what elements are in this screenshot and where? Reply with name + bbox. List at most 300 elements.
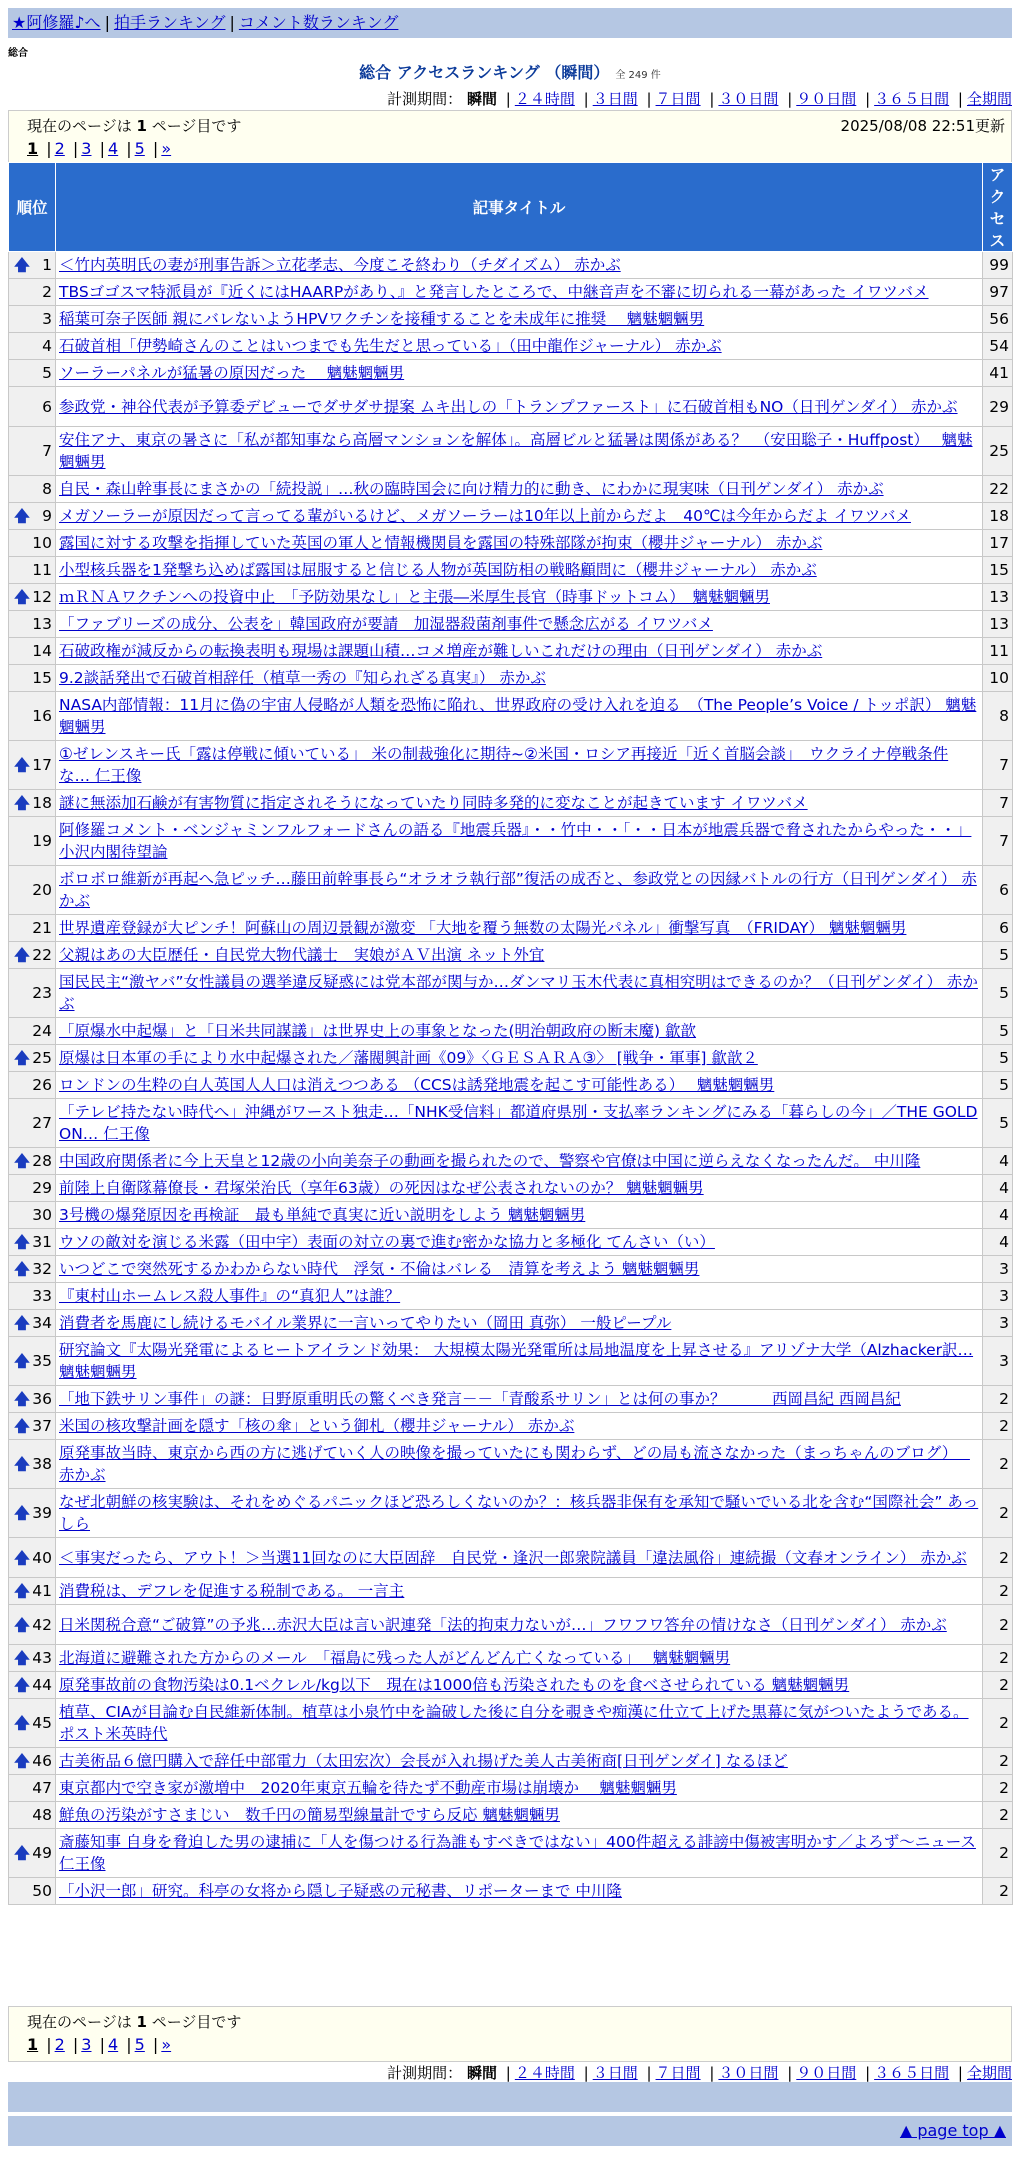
access-count: 5 bbox=[983, 942, 1013, 969]
access-count: 8 bbox=[983, 692, 1013, 741]
rank-number: 48 bbox=[32, 1806, 52, 1824]
rank-cell bbox=[9, 584, 56, 611]
title-cell bbox=[56, 333, 983, 360]
table-row bbox=[9, 1045, 1013, 1072]
up-arrow-icon: 🡅 bbox=[14, 256, 30, 274]
rank-number: 10 bbox=[32, 534, 52, 552]
access-count: 56 bbox=[983, 306, 1013, 333]
title-cell bbox=[56, 1748, 983, 1775]
article-title-link[interactable]: 安住アナ、東京の暑さに「私が都知事なら高層マンションを解体」。高層ビルと猛暑は関係がある？ （安田聡子・Huffpost） 魑魅魍魎男 bbox=[59, 431, 973, 471]
up-arrow-icon: 🡅 bbox=[14, 507, 30, 525]
table-row bbox=[9, 306, 1013, 333]
table-row bbox=[9, 1489, 1013, 1538]
table-row bbox=[9, 252, 1013, 279]
article-title-link[interactable]: 米国の核攻撃計画を隠す「核の傘」という御札（櫻井ジャーナル） 赤かぶ bbox=[59, 1417, 575, 1435]
access-count: 99 bbox=[983, 252, 1013, 279]
period-30d-link[interactable]: ３０日間 bbox=[718, 90, 779, 108]
table-row bbox=[9, 665, 1013, 692]
table-row bbox=[9, 1072, 1013, 1099]
access-count: 2 bbox=[983, 1878, 1013, 1905]
access-count: 2 bbox=[983, 1802, 1013, 1829]
total-count: 全 249 件 bbox=[615, 70, 661, 81]
period-30d-link[interactable]: ３０日間 bbox=[718, 2064, 779, 2082]
rank-number: 11 bbox=[32, 561, 52, 579]
rank-number: 29 bbox=[32, 1179, 52, 1197]
title-cell bbox=[56, 1202, 983, 1229]
article-title-link[interactable]: 石破首相「伊勢崎さんのことはいつまでも先生だと思っている」（田中龍作ジャーナル） 赤かぶ bbox=[59, 337, 722, 355]
title-cell bbox=[56, 942, 983, 969]
up-arrow-icon: 🡅 bbox=[14, 1049, 30, 1067]
period-current: 瞬間 bbox=[466, 90, 497, 108]
up-arrow-icon: 🡅 bbox=[14, 1233, 30, 1251]
article-title-link[interactable]: 中国政府関係者に今上天皇と12歳の小向美奈子の動画を撮られたので、警察や官僚は中国に逆らえなくなったんだ。 中川隆 bbox=[59, 1152, 921, 1170]
access-count: 7 bbox=[983, 741, 1013, 790]
access-count: 2 bbox=[983, 1386, 1013, 1413]
rank-cell bbox=[9, 1748, 56, 1775]
article-title-link[interactable]: 古美術品６億円購入で辞任中部電力（太田宏次）会長が入れ揚げた美人古美術商[日刊ゲンダイ] なるほど bbox=[59, 1752, 788, 1770]
up-arrow-icon: 🡅 bbox=[14, 1352, 30, 1370]
rank-number: 19 bbox=[32, 832, 52, 850]
title-cell bbox=[56, 1672, 983, 1699]
next-page-link[interactable]: » bbox=[161, 139, 172, 158]
article-title-link[interactable]: 鮮魚の汚染がすさまじい 数千円の簡易型線量計ですら反応 魑魅魍魎男 bbox=[59, 1806, 560, 1824]
article-title-link[interactable]: 自民・森山幹事長にまさかの「続投説」…秋の臨時国会に向け精力的に動き、にわかに現実味（日刊ゲンダイ） 赤かぶ bbox=[59, 480, 884, 498]
article-title-link[interactable]: 父親はあの大臣歴任・自民党大物代議士 実娘がＡＶ出演 ネット外宜 bbox=[59, 946, 545, 964]
period-all-link[interactable]: 全期間 bbox=[966, 2064, 1012, 2082]
period-24h-link[interactable]: ２４時間 bbox=[514, 90, 575, 108]
access-count: 4 bbox=[983, 1229, 1013, 1256]
period-all-link[interactable]: 全期間 bbox=[966, 90, 1012, 108]
rank-cell bbox=[9, 1538, 56, 1578]
article-title-link[interactable]: 「小沢一郎」研究。科亭の女将から隠し子疑惑の元秘書、リポーターまで 中川隆 bbox=[59, 1882, 622, 1900]
table-row bbox=[9, 1605, 1013, 1645]
article-title-link[interactable]: 参政党・神谷代表が予算委デビューでダサダサ提案 ムキ出しの「トランプファースト」に石破首相もNO（日刊ゲンダイ） 赤かぶ bbox=[59, 397, 958, 416]
rank-cell bbox=[9, 333, 56, 360]
table-row bbox=[9, 1578, 1013, 1605]
rank-number: 18 bbox=[32, 794, 52, 812]
page-links: 1 | 2 | 3 | 4 | 5 | » bbox=[27, 2035, 172, 2054]
article-title-link[interactable]: 植草、CIAが目論む自民維新体制。植草は小泉竹中を論破した後に自分を覗きや痴漢に仕立て上げた黒幕に気がついたようである。 ポスト米英時代 bbox=[59, 1703, 969, 1743]
access-count: 3 bbox=[983, 1310, 1013, 1337]
access-count: 2 bbox=[983, 1748, 1013, 1775]
rank-cell bbox=[9, 427, 56, 476]
article-title-link[interactable]: 阿修羅コメント・ベンジャミンフルフォードさんの語る『地震兵器』・・竹中・・「・・日本が地震兵器で脅されたからやった・・」 小沢内閣待望論 bbox=[59, 821, 972, 861]
table-row bbox=[9, 1283, 1013, 1310]
article-title-link[interactable]: 「原爆水中起爆」と「日米共同謀議」は世界史上の事象となった(明治朝政府の断末魔) 歙歆 bbox=[59, 1022, 697, 1040]
rank-cell bbox=[9, 1386, 56, 1413]
access-count: 18 bbox=[983, 503, 1013, 530]
title-cell bbox=[56, 1310, 983, 1337]
page-2-link[interactable]: 2 bbox=[54, 139, 65, 158]
title-cell bbox=[56, 1829, 983, 1878]
access-count: 97 bbox=[983, 279, 1013, 306]
rank-number: 49 bbox=[32, 1844, 52, 1862]
article-title-link[interactable]: 「テレビ持たない時代へ」沖縄がワースト独走…「NHK受信料」都道府県別・支払率ランキングにみる「暮らしの今」／THE GOLD ON… 仁王像 bbox=[59, 1103, 978, 1143]
title-cell bbox=[56, 1775, 983, 1802]
access-count: 22 bbox=[983, 476, 1013, 503]
table-row bbox=[9, 1018, 1013, 1045]
table-row bbox=[9, 817, 1013, 866]
period-3d-link[interactable]: ３日間 bbox=[592, 90, 638, 108]
top-nav bbox=[8, 8, 1012, 38]
rank-cell bbox=[9, 252, 56, 279]
rank-cell bbox=[9, 1645, 56, 1672]
rank-cell bbox=[9, 557, 56, 584]
title-cell bbox=[56, 790, 983, 817]
article-title-link[interactable]: 前陸上自衛隊幕僚長・君塚栄治氏（享年63歳）の死因はなぜ公表されないのか？ 魑魅魍魎男 bbox=[59, 1179, 704, 1197]
title-cell bbox=[56, 817, 983, 866]
title-cell bbox=[56, 387, 983, 427]
rank-number: 33 bbox=[32, 1287, 52, 1305]
table-row bbox=[9, 1175, 1013, 1202]
up-arrow-icon: 🡅 bbox=[14, 1504, 30, 1522]
article-title-link[interactable]: 3号機の爆発原因を再検証 最も単純で真実に近い説明をしよう 魑魅魍魎男 bbox=[59, 1206, 586, 1224]
access-count: 2 bbox=[983, 1413, 1013, 1440]
table-row bbox=[9, 969, 1013, 1018]
title-cell bbox=[56, 1605, 983, 1645]
rank-number: 24 bbox=[32, 1022, 52, 1040]
title-cell bbox=[56, 665, 983, 692]
title-cell bbox=[56, 530, 983, 557]
rank-number: 32 bbox=[32, 1260, 52, 1278]
table-row bbox=[9, 1099, 1013, 1148]
table-row bbox=[9, 333, 1013, 360]
applause-ranking-link[interactable]: 拍手ランキング bbox=[113, 13, 226, 32]
table-row bbox=[9, 866, 1013, 915]
rank-number: 34 bbox=[32, 1314, 52, 1332]
rank-number: 13 bbox=[32, 615, 52, 633]
rank-cell bbox=[9, 1775, 56, 1802]
rank-cell bbox=[9, 1283, 56, 1310]
rank-cell bbox=[9, 387, 56, 427]
table-header-row bbox=[9, 163, 1013, 252]
access-count: 3 bbox=[983, 1283, 1013, 1310]
access-count: 4 bbox=[983, 1148, 1013, 1175]
title-cell bbox=[56, 1489, 983, 1538]
rank-number: 15 bbox=[32, 669, 52, 687]
access-count: 15 bbox=[983, 557, 1013, 584]
rank-number: 40 bbox=[32, 1548, 52, 1567]
table-row bbox=[9, 1802, 1013, 1829]
period-label: 計測期間： bbox=[387, 2064, 463, 2082]
rank-cell bbox=[9, 1045, 56, 1072]
rank-cell bbox=[9, 1229, 56, 1256]
period-365d-link[interactable]: ３６５日間 bbox=[874, 2064, 950, 2082]
rank-number: 25 bbox=[32, 1049, 52, 1067]
title-cell bbox=[56, 476, 983, 503]
table-row bbox=[9, 1775, 1013, 1802]
title-cell bbox=[56, 611, 983, 638]
rank-cell bbox=[9, 1413, 56, 1440]
page-title bbox=[0, 60, 1020, 83]
rank-number: 36 bbox=[32, 1390, 52, 1408]
rank-cell bbox=[9, 1605, 56, 1645]
access-count: 7 bbox=[983, 790, 1013, 817]
article-title-link[interactable]: TBSゴゴスマ特派員が『近くにはHAARPがあり、』と発言したところで、中継音声を不審に切られる一幕があった イワツバメ bbox=[59, 283, 929, 301]
article-title-link[interactable]: ウソの敵対を演じる米露（田中宇）表面の対立の裏で進む密かな協力と多極化 てんさい（い） bbox=[59, 1233, 715, 1251]
article-title-link[interactable]: 消費者を馬鹿にし続けるモバイル業界に一言いってやりたい（岡田 真弥） 一般ピープル bbox=[59, 1314, 672, 1332]
table-row bbox=[9, 1672, 1013, 1699]
rank-cell bbox=[9, 1018, 56, 1045]
pager-bottom bbox=[8, 2006, 1012, 2062]
page-2-link[interactable]: 2 bbox=[54, 2035, 65, 2054]
rank-cell bbox=[9, 866, 56, 915]
rank-number: 46 bbox=[32, 1752, 52, 1770]
title-cell bbox=[56, 741, 983, 790]
up-arrow-icon: 🡅 bbox=[14, 1455, 30, 1473]
page-4-link[interactable]: 4 bbox=[107, 139, 119, 158]
table-row bbox=[9, 1645, 1013, 1672]
title-cell bbox=[56, 1802, 983, 1829]
title-cell bbox=[56, 1386, 983, 1413]
access-count: 2 bbox=[983, 1645, 1013, 1672]
article-title-link[interactable]: なぜ北朝鮮の核実験は、それをめぐるパニックほど恐ろしくないのか？：核兵器非保有を承知で騒いでいる北を含む“国際社会” あっしら bbox=[59, 1493, 979, 1533]
title-header: 記事タイトル bbox=[56, 163, 983, 252]
rank-cell bbox=[9, 942, 56, 969]
title-cell bbox=[56, 306, 983, 333]
article-title-link[interactable]: 原発事故前の食物汚染は0.1ベクレル/kg以下 現在は1000倍も汚染されたものを食べさせられている 魑魅魍魎男 bbox=[59, 1676, 850, 1694]
access-count: 2 bbox=[983, 1699, 1013, 1748]
period-90d-link[interactable]: ９０日間 bbox=[796, 2064, 857, 2082]
article-title-link[interactable]: 9.2談話発出で石破首相辞任（植草一秀の『知られざる真実』） 赤かぶ bbox=[59, 669, 546, 687]
up-arrow-icon: 🡅 bbox=[14, 794, 30, 812]
rank-cell bbox=[9, 1829, 56, 1878]
rank-number: 42 bbox=[32, 1615, 52, 1634]
up-arrow-icon: 🡅 bbox=[14, 1152, 30, 1170]
article-title-link[interactable]: 石破政権が減反からの転換表明も現場は課題山積…コメ増産が難しいこれだけの理由（日刊ゲンダイ） 赤かぶ bbox=[59, 642, 823, 660]
article-title-link[interactable]: 消費税は、デフレを促進する税制である。 一言主 bbox=[59, 1582, 405, 1600]
rank-cell bbox=[9, 1337, 56, 1386]
up-arrow-icon: 🡅 bbox=[14, 1314, 30, 1332]
table-row bbox=[9, 1748, 1013, 1775]
current-page: 1 bbox=[27, 2035, 39, 2054]
period-24h-link[interactable]: ２４時間 bbox=[514, 2064, 575, 2082]
access-count: 3 bbox=[983, 1337, 1013, 1386]
rank-cell bbox=[9, 692, 56, 741]
article-title-link[interactable]: 原爆は日本軍の手により水中起爆された／藩閥興計画《09》〈ＧＥＳＡＲＡ③〉 [戦争・軍事] 歙歆２ bbox=[59, 1049, 758, 1067]
table-row bbox=[9, 1829, 1013, 1878]
comment-ranking-link[interactable]: コメント数ランキング bbox=[238, 13, 399, 32]
title-cell bbox=[56, 360, 983, 387]
rank-cell bbox=[9, 638, 56, 665]
access-count: 5 bbox=[983, 1072, 1013, 1099]
table-row bbox=[9, 790, 1013, 817]
access-count: 5 bbox=[983, 1045, 1013, 1072]
table-row bbox=[9, 1538, 1013, 1578]
access-count: 13 bbox=[983, 611, 1013, 638]
article-title-link[interactable]: 研究論文『太陽光発電によるヒートアイランド効果： 大規模太陽光発電所は局地温度を上昇させる』アリゾナ大学（Alzhacker訳… 魑魅魍魎男 bbox=[59, 1341, 974, 1381]
article-title-link[interactable]: 小型核兵器を1発撃ち込めば露国は屈服すると信じる人物が英国防相の戦略顧問に（櫻井ジャーナル） 赤かぶ bbox=[59, 561, 817, 579]
access-count: 4 bbox=[983, 1175, 1013, 1202]
table-row bbox=[9, 1310, 1013, 1337]
rank-number: 23 bbox=[32, 984, 52, 1002]
page-3-link[interactable]: 3 bbox=[81, 2035, 92, 2054]
rank-number: 44 bbox=[32, 1676, 52, 1694]
page-3-link[interactable]: 3 bbox=[81, 139, 92, 158]
title-cell bbox=[56, 1337, 983, 1386]
page-info-prefix: 現在のページは bbox=[27, 2013, 132, 2031]
rank-number: 45 bbox=[32, 1714, 52, 1732]
up-arrow-icon: 🡅 bbox=[14, 1752, 30, 1770]
rank-cell bbox=[9, 503, 56, 530]
up-arrow-icon: 🡅 bbox=[14, 1844, 30, 1862]
page-5-link[interactable]: 5 bbox=[134, 139, 145, 158]
up-arrow-icon: 🡅 bbox=[14, 946, 30, 964]
period-7d-link[interactable]: ７日間 bbox=[655, 2064, 701, 2082]
access-count: 7 bbox=[983, 817, 1013, 866]
rank-number: 7 bbox=[42, 442, 52, 460]
title-cell bbox=[56, 692, 983, 741]
period-3d-link[interactable]: ３日間 bbox=[592, 2064, 638, 2082]
access-count: 17 bbox=[983, 530, 1013, 557]
rank-number: 39 bbox=[32, 1504, 52, 1522]
article-title-link[interactable]: ロンドンの生粋の白人英国人人口は消えつつある （CCSは誘発地震を起こす可能性ある） 魑魅魍魎男 bbox=[59, 1076, 775, 1094]
title-cell bbox=[56, 1413, 983, 1440]
rank-number: 50 bbox=[32, 1882, 52, 1900]
table-row bbox=[9, 692, 1013, 741]
access-count: 29 bbox=[983, 387, 1013, 427]
article-title-link[interactable]: 露国に対する攻撃を指揮していた英国の軍人と情報機関員を露国の特殊部隊が拘束（櫻井ジャーナル） 赤かぶ bbox=[59, 534, 823, 552]
updated-timestamp: 2025/08/08 22:51更新 bbox=[840, 117, 1005, 135]
page-info-number: 1 bbox=[136, 2013, 147, 2031]
rank-number: 27 bbox=[32, 1114, 52, 1132]
rank-cell bbox=[9, 1578, 56, 1605]
title-cell bbox=[56, 584, 983, 611]
article-title-link[interactable]: NASA内部情報：11月に偽の宇宙人侵略が人類を恐怖に陥れ、世界政府の受け入れを迫る （The People’s Voice / トッポ訳） 魑魅魍魎男 bbox=[59, 696, 977, 736]
page-4-link[interactable]: 4 bbox=[107, 2035, 119, 2054]
access-count: 6 bbox=[983, 915, 1013, 942]
footer-bar bbox=[8, 2082, 1012, 2112]
rank-cell bbox=[9, 969, 56, 1018]
table-row bbox=[9, 942, 1013, 969]
period-90d-link[interactable]: ９０日間 bbox=[796, 90, 857, 108]
rank-number: 14 bbox=[32, 642, 52, 660]
rank-cell bbox=[9, 915, 56, 942]
current-page: 1 bbox=[27, 139, 39, 158]
up-arrow-icon: 🡅 bbox=[14, 1714, 30, 1732]
article-title-link[interactable]: 斎藤知事 自身を脅迫した男の逮捕に「人を傷つける行為誰もすべきではない」400件超える誹謗中傷被害明かす／よろず～ニュース 仁王像 bbox=[59, 1833, 976, 1873]
article-title-link[interactable]: 世界遺産登録が大ピンチ！阿蘇山の周辺景観が激変 「大地を覆う無数の太陽光パネル」衝撃写真 （FRIDAY） 魑魅魍魎男 bbox=[59, 919, 907, 937]
rank-number: 5 bbox=[42, 364, 52, 382]
article-title-link[interactable]: ボロボロ維新が再起へ急ピッチ…藤田前幹事長ら“オラオラ執行部”復活の成否と、参政党との因縁バトルの行方（日刊ゲンダイ） 赤かぶ bbox=[59, 870, 977, 910]
ranking-title: 総合 アクセスランキング （瞬間） bbox=[359, 63, 610, 82]
rank-number: 6 bbox=[42, 397, 52, 416]
article-title-link[interactable]: ＜事実だったら、アウト！＞当選11回なのに大臣固辞 自民党・逢沢一郎衆院議員「違法風俗」連続撮（文春オンライン） 赤かぶ bbox=[59, 1548, 967, 1567]
rank-number: 9 bbox=[42, 507, 52, 525]
rank-number: 30 bbox=[32, 1206, 52, 1224]
table-row bbox=[9, 279, 1013, 306]
article-title-link[interactable]: 稲葉可奈子医師 親にバレないようHPVワクチンを接種することを未成年に推奨 魑魅魍魎男 bbox=[59, 310, 705, 328]
page-links: 1 | 2 | 3 | 4 | 5 | » bbox=[27, 139, 172, 158]
access-count: 6 bbox=[983, 866, 1013, 915]
access-count: 3 bbox=[983, 1256, 1013, 1283]
up-arrow-icon: 🡅 bbox=[14, 1582, 30, 1600]
title-cell bbox=[56, 1645, 983, 1672]
article-title-link[interactable]: 原発事故当時、東京から西の方に逃げていく人の映像を撮っていたにも関わらず、どの局も流さなかった（まっちゃんのブログ） 赤かぶ bbox=[59, 1444, 970, 1484]
rank-cell bbox=[9, 1802, 56, 1829]
article-title-link[interactable]: メガソーラーが原因だって言ってる輩がいるけど、メガソーラーは10年以上前からだよ 40℃は今年からだよ イワツバメ bbox=[59, 507, 911, 525]
title-cell bbox=[56, 969, 983, 1018]
table-row bbox=[9, 387, 1013, 427]
page-info-suffix: ページ目です bbox=[151, 2013, 242, 2031]
rank-number: 28 bbox=[32, 1152, 52, 1170]
rank-cell bbox=[9, 1699, 56, 1748]
pager-top bbox=[8, 110, 1012, 166]
article-title-link[interactable]: 「地下鉄サリン事件」の謎：日野原重明氏の驚くべき発言－－「青酸系サリン」とは何の事か？ 西岡昌紀 西岡昌紀 bbox=[59, 1390, 901, 1408]
table-row bbox=[9, 530, 1013, 557]
rank-cell bbox=[9, 1256, 56, 1283]
access-count: 2 bbox=[983, 1440, 1013, 1489]
table-row bbox=[9, 1256, 1013, 1283]
title-cell bbox=[56, 1229, 983, 1256]
ranking-rows bbox=[9, 252, 1013, 1905]
article-title-link[interactable]: 『東村山ホームレス殺人事件』の“真犯人”は誰？ bbox=[59, 1287, 401, 1305]
page-top-link[interactable]: ▲ page top ▲ bbox=[899, 2121, 1006, 2140]
period-365d-link[interactable]: ３６５日間 bbox=[874, 90, 950, 108]
up-arrow-icon: 🡅 bbox=[14, 1615, 30, 1634]
home-link[interactable]: ★阿修羅♪へ bbox=[12, 13, 101, 32]
table-row bbox=[9, 1699, 1013, 1748]
article-title-link[interactable]: 日米関税合意“ご破算”の予兆…赤沢大臣は言い訳連発「法的拘束力ないが…」フワフワ答弁の情けなさ（日刊ゲンダイ） 赤かぶ bbox=[59, 1615, 947, 1634]
access-count: 10 bbox=[983, 665, 1013, 692]
article-title-link[interactable]: ソーラーパネルが猛暑の原因だった 魑魅魍魎男 bbox=[59, 364, 405, 382]
access-count: 5 bbox=[983, 1018, 1013, 1045]
article-title-link[interactable]: 「ファブリーズの成分、公表を」韓国政府が要請 加湿器殺菌剤事件で懸念広がる イワツバメ bbox=[59, 615, 713, 633]
article-title-link[interactable]: 北海道に避難された方からのメール 「福島に残った人がどんどん亡くなっている」 魑魅魍魎男 bbox=[59, 1649, 731, 1667]
rank-cell bbox=[9, 476, 56, 503]
table-row bbox=[9, 1202, 1013, 1229]
page-info-prefix: 現在のページは bbox=[27, 117, 132, 135]
rank-number: 26 bbox=[32, 1076, 52, 1094]
rank-number: 12 bbox=[32, 588, 52, 606]
period-7d-link[interactable]: ７日間 bbox=[655, 90, 701, 108]
table-row bbox=[9, 915, 1013, 942]
rank-cell bbox=[9, 1440, 56, 1489]
nav-separator: | bbox=[229, 13, 235, 32]
article-title-link[interactable]: いつどこで突然死するかわからない時代 浮気・不倫はバレる 清算を考えよう 魑魅魍魎男 bbox=[59, 1260, 700, 1278]
article-title-link[interactable]: 謎に無添加石鹸が有害物質に指定されそうになっていたり同時多発的に変なことが起きています イワツバメ bbox=[59, 794, 808, 812]
access-count: 2 bbox=[983, 1538, 1013, 1578]
title-cell bbox=[56, 1256, 983, 1283]
up-arrow-icon: 🡅 bbox=[14, 1676, 30, 1694]
rank-number: 17 bbox=[32, 756, 52, 774]
rank-cell bbox=[9, 611, 56, 638]
title-cell bbox=[56, 1072, 983, 1099]
table-row bbox=[9, 427, 1013, 476]
page-5-link[interactable]: 5 bbox=[134, 2035, 145, 2054]
article-title-link[interactable]: ＜竹内英明氏の妻が刑事告訴＞立花孝志、今度こそ終わり（チダイズム） 赤かぶ bbox=[59, 256, 621, 274]
rank-number: 38 bbox=[32, 1455, 52, 1473]
rank-cell bbox=[9, 817, 56, 866]
next-page-link[interactable]: » bbox=[161, 2035, 172, 2054]
article-title-link[interactable]: ①ゼレンスキー氏「露は停戦に傾いている」 米の制裁強化に期待~②米国・ロシア再接近「近く首脳会談」 ウクライナ停戦条件な… 仁王像 bbox=[59, 745, 949, 785]
rank-number: 37 bbox=[32, 1417, 52, 1435]
access-count: 2 bbox=[983, 1829, 1013, 1878]
rank-number: 41 bbox=[32, 1582, 52, 1600]
table-row bbox=[9, 1229, 1013, 1256]
article-title-link[interactable]: 国民民主“激ヤバ”女性議員の選挙違反疑惑には党本部が関与か…ダンマリ玉木代表に真相究明はできるのか？（日刊ゲンダイ） 赤かぶ bbox=[59, 973, 978, 1013]
rank-number: 31 bbox=[32, 1233, 52, 1251]
table-row bbox=[9, 1386, 1013, 1413]
title-cell bbox=[56, 638, 983, 665]
article-title-link[interactable]: ｍＲＮＡワクチンへの投資中止 「予防効果なし」と主張―米厚生長官（時事ドットコム） 魑魅魍魎男 bbox=[59, 588, 770, 606]
period-selector-top: 計測期間： 瞬間 | ２４時間 | ３日間 | ７日間 | ３０日間 | ９０日間 | ３６５日間 | 全期間 bbox=[387, 90, 1012, 108]
table-row bbox=[9, 584, 1013, 611]
article-title-link[interactable]: 東京都内で空き家が激増中 2020年東京五輪を待たず不動産市場は崩壊か 魑魅魍魎男 bbox=[59, 1779, 677, 1797]
rank-number: 4 bbox=[42, 337, 52, 355]
title-cell bbox=[56, 252, 983, 279]
table-row bbox=[9, 503, 1013, 530]
